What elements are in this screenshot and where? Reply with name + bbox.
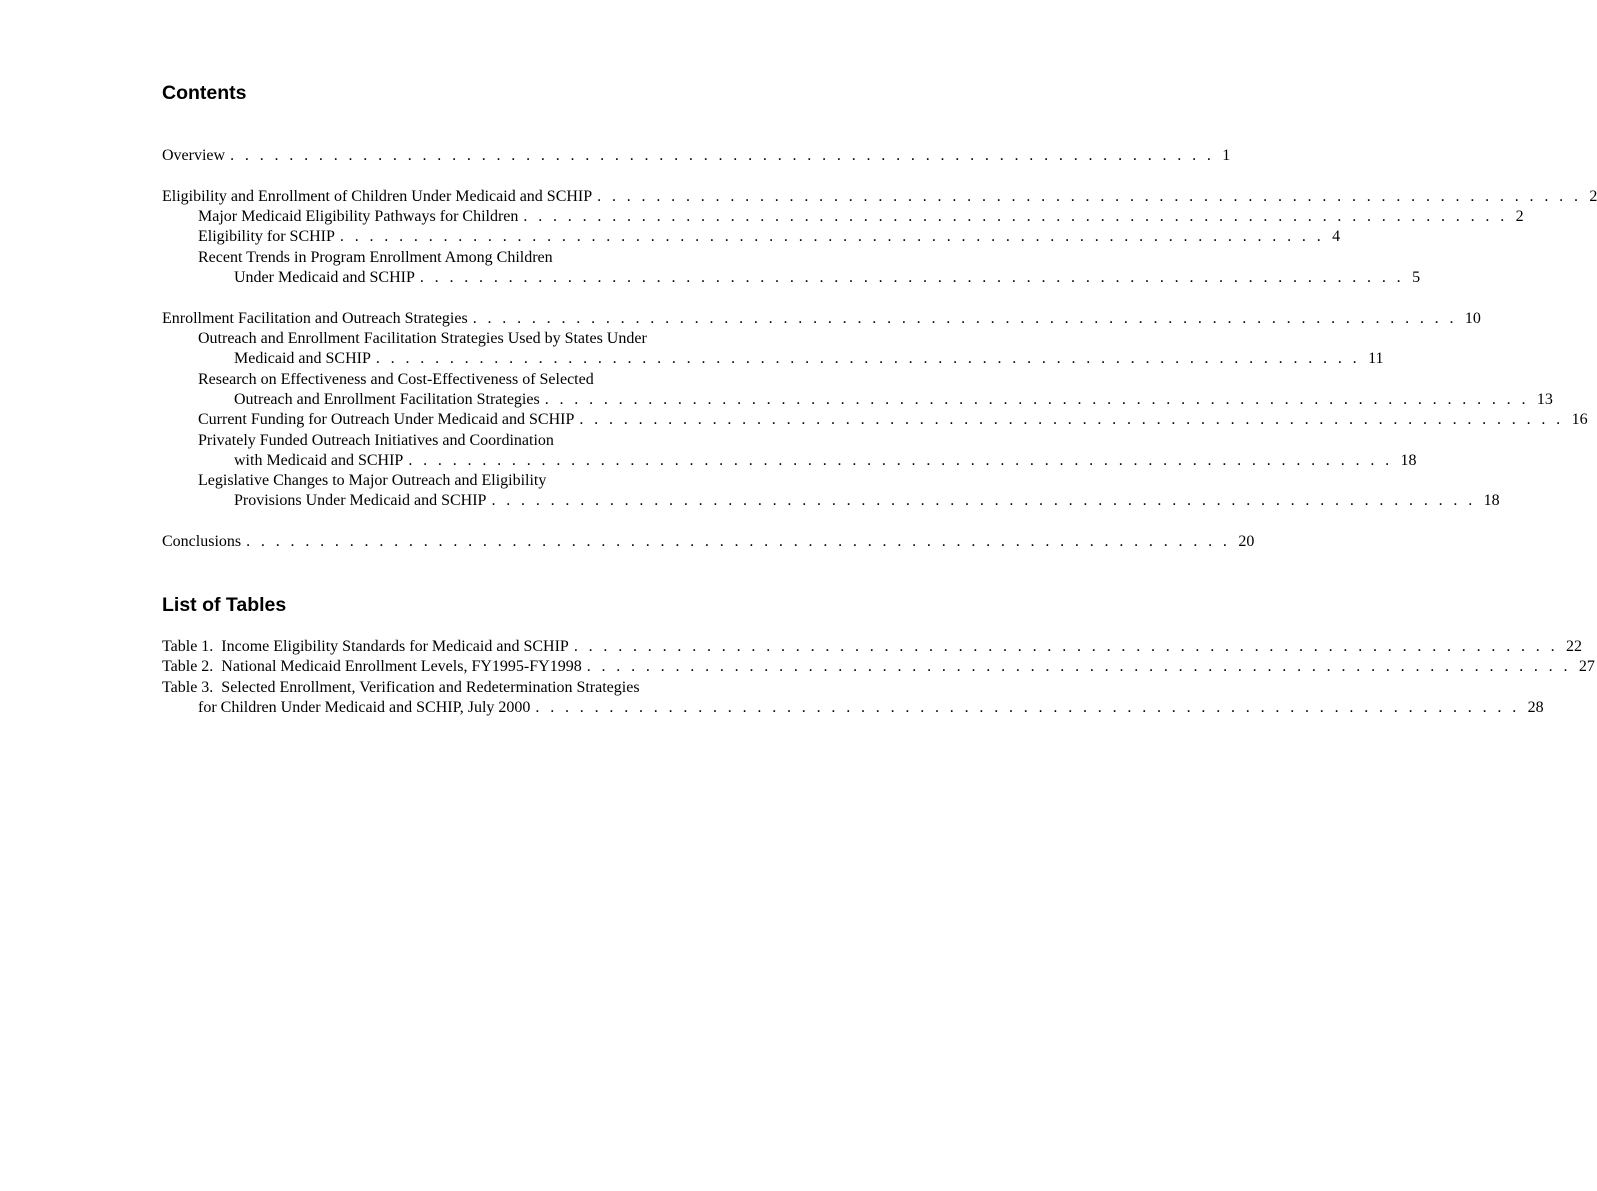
toc-entry-title: Overview	[162, 147, 226, 164]
toc-entry-title: Enrollment Facilitation and Outreach Strategies	[162, 310, 468, 327]
toc-entry-title: Current Funding for Outreach Under Medicaid and SCHIP	[198, 411, 575, 428]
toc-entry-enrollment-facilitation[interactable]	[162, 309, 1481, 329]
toc-entry-page: 2	[1589, 188, 1597, 205]
toc-entry-title-line1: Outreach and Enrollment Facilitation Strategies Used by States Under	[198, 330, 647, 347]
table-entry-page: 27	[1578, 658, 1595, 675]
table-entry-page: 22	[1566, 638, 1583, 655]
dot-leader: . . . . . . . . . . . . . . . . . . . . . . . . . . . . . . . . . . . . . . . . . . . . . . . . . . . . . . . . . . . . . . . . . . .	[230, 147, 1215, 164]
toc-entry-page: 20	[1238, 533, 1255, 550]
toc-entry-eligibility-enrollment[interactable]	[162, 187, 1597, 207]
dot-leader: . . . . . . . . . . . . . . . . . . . . . . . . . . . . . . . . . . . . . . . . . . . . . . . . . . . . . . . . . . . . . . . . . . .	[246, 533, 1231, 550]
toc-entry-title: Eligibility for SCHIP	[198, 228, 335, 245]
toc-entry-conclusions[interactable]	[162, 532, 1255, 552]
toc-entry-title: Eligibility and Enrollment of Children Under Medicaid and SCHIP	[162, 188, 593, 205]
toc-entry-schip-eligibility[interactable]	[162, 227, 1341, 247]
toc-entry-overview[interactable]	[162, 146, 1231, 166]
dot-leader: . . . . . . . . . . . . . . . . . . . . . . . . . . . . . . . . . . . . . . . . . . . . . . . . . . . . . . . . . . . . . . . . . . .	[419, 269, 1405, 286]
toc-entry-title: Under Medicaid and SCHIP	[234, 269, 415, 286]
toc-entry-page: 11	[1368, 350, 1384, 367]
toc-entry-page: 18	[1400, 452, 1417, 469]
toc-entry-research-effectiveness[interactable]	[162, 370, 1553, 410]
dot-leader: . . . . . . . . . . . . . . . . . . . . . . . . . . . . . . . . . . . . . . . . . . . . . . . . . . . . . . . . . . . . . . . . . . .	[579, 411, 1564, 428]
dot-leader: . . . . . . . . . . . . . . . . . . . . . . . . . . . . . . . . . . . . . . . . . . . . . . . . . . . . . . . . . . . . . . . . . . .	[523, 208, 1508, 225]
toc-entry-current-funding[interactable]	[162, 410, 1588, 430]
dot-leader: . . . . . . . . . . . . . . . . . . . . . . . . . . . . . . . . . . . . . . . . . . . . . . . . . . . . . . . . . . . . . . . . . . .	[573, 638, 1559, 655]
dot-leader: . . . . . . . . . . . . . . . . . . . . . . . . . . . . . . . . . . . . . . . . . . . . . . . . . . . . . . . . . . . . . . . . . . .	[597, 188, 1582, 205]
toc-entry-page: 5	[1412, 269, 1421, 286]
toc-entry-title: Outreach and Enrollment Facilitation Strategies	[234, 391, 540, 408]
dot-leader: . . . . . . . . . . . . . . . . . . . . . . . . . . . . . . . . . . . . . . . . . . . . . . . . . . . . . . . . . . . . . . . . . . .	[408, 452, 1393, 469]
table-entry-title-line1: Table 3. Selected Enrollment, Verification and Redetermination Strategies	[162, 679, 640, 696]
toc-entry-page: 16	[1571, 411, 1588, 428]
dot-leader: . . . . . . . . . . . . . . . . . . . . . . . . . . . . . . . . . . . . . . . . . . . . . . . . . . . . . . . . . . . . . . . . . . .	[586, 658, 1571, 675]
toc-entry-page: 4	[1332, 228, 1341, 245]
table-entry-2[interactable]	[162, 657, 1595, 677]
toc-entry-outreach-strategies[interactable]	[162, 329, 1384, 369]
toc-entry-title-line1: Research on Effectiveness and Cost-Effectiveness of Selected	[198, 371, 594, 388]
toc-entry-title-line1: Privately Funded Outreach Initiatives and Coordination	[198, 432, 554, 449]
table-entry-3[interactable]	[162, 678, 1544, 718]
dot-leader: . . . . . . . . . . . . . . . . . . . . . . . . . . . . . . . . . . . . . . . . . . . . . . . . . . . . . . . . . . . . . . . . . . .	[544, 391, 1529, 408]
list-of-tables-heading: List of Tables	[162, 594, 287, 616]
dot-leader: . . . . . . . . . . . . . . . . . . . . . . . . . . . . . . . . . . . . . . . . . . . . . . . . . . . . . . . . . . . . . . . . . . .	[339, 228, 1325, 245]
toc-entry-title: Conclusions	[162, 533, 242, 550]
toc-entry-page: 13	[1536, 391, 1553, 408]
toc-entry-medicaid-pathways[interactable]	[162, 207, 1524, 227]
dot-leader: . . . . . . . . . . . . . . . . . . . . . . . . . . . . . . . . . . . . . . . . . . . . . . . . . . . . . . . . . . . . . . . . . . .	[472, 310, 1457, 327]
toc-entry-title: Major Medicaid Eligibility Pathways for Children	[198, 208, 519, 225]
toc-entry-title: Provisions Under Medicaid and SCHIP	[234, 492, 487, 509]
toc-entry-page: 10	[1464, 310, 1481, 327]
toc-entry-privately-funded[interactable]	[162, 431, 1417, 471]
dot-leader: . . . . . . . . . . . . . . . . . . . . . . . . . . . . . . . . . . . . . . . . . . . . . . . . . . . . . . . . . . . . . . . . . . .	[535, 699, 1520, 716]
contents-heading: Contents	[162, 82, 247, 104]
toc-entry-title-line1: Recent Trends in Program Enrollment Among Children	[198, 249, 553, 266]
toc-entry-page: 2	[1515, 208, 1524, 225]
table-entry-1[interactable]	[162, 637, 1583, 657]
table-entry-title: Table 2. National Medicaid Enrollment Levels, FY1995-FY1998	[162, 658, 582, 675]
dot-leader: . . . . . . . . . . . . . . . . . . . . . . . . . . . . . . . . . . . . . . . . . . . . . . . . . . . . . . . . . . . . . . . . . . .	[491, 492, 1476, 509]
toc-entry-page: 1	[1222, 147, 1231, 164]
dot-leader: . . . . . . . . . . . . . . . . . . . . . . . . . . . . . . . . . . . . . . . . . . . . . . . . . . . . . . . . . . . . . . . . . . .	[375, 350, 1361, 367]
toc-entry-page: 18	[1483, 492, 1500, 509]
table-entry-title: Table 1. Income Eligibility Standards for Medicaid and SCHIP	[162, 638, 569, 655]
toc-entry-recent-trends[interactable]	[162, 248, 1421, 288]
toc-entry-title: with Medicaid and SCHIP	[234, 452, 404, 469]
toc-entry-title: Medicaid and SCHIP	[234, 350, 371, 367]
table-entry-page: 28	[1527, 699, 1544, 716]
toc-entry-legislative-changes[interactable]	[162, 471, 1500, 511]
table-entry-title: for Children Under Medicaid and SCHIP, July 2000	[198, 699, 531, 716]
toc-entry-title-line1: Legislative Changes to Major Outreach and Eligibility	[198, 472, 547, 489]
